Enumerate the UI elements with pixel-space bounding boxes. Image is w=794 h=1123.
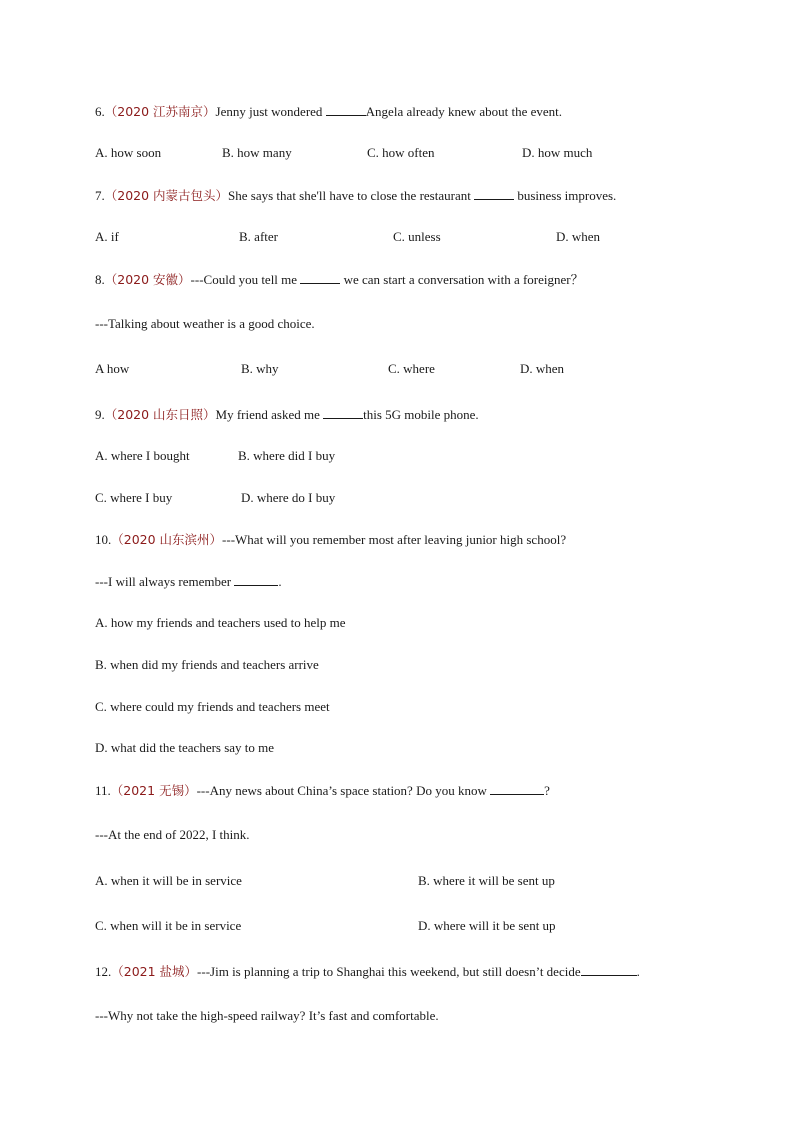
question-9-stem xyxy=(95,406,479,423)
stem-text: Angela already knew about the event. xyxy=(365,104,563,119)
answer-blank xyxy=(300,271,340,284)
question-7-stem xyxy=(95,187,616,204)
reply-text: . xyxy=(278,574,282,589)
option-d: D. how much xyxy=(522,145,593,160)
stem-text: this 5G mobile phone. xyxy=(363,407,479,422)
question-10-stem xyxy=(95,532,566,548)
question-number: 9. xyxy=(95,407,105,422)
option-b: B. where did I buy xyxy=(238,448,336,463)
question-12-stem xyxy=(95,963,640,980)
answer-blank xyxy=(474,187,514,200)
option-d: D. when xyxy=(556,229,601,244)
question-source: （2020 江苏南京） xyxy=(104,104,216,119)
option-b: B. how many xyxy=(222,145,292,160)
option-d: D. where do I buy xyxy=(241,490,336,505)
option-c: C. how often xyxy=(367,145,435,160)
option-b: B. where it will be sent up xyxy=(418,873,555,888)
answer-blank xyxy=(581,963,637,976)
stem-text: Jenny just wondered xyxy=(215,104,326,119)
question-source: （2021 无锡） xyxy=(110,783,197,798)
question-11-reply: ---At the end of 2022, I think. xyxy=(95,827,250,842)
question-source: （2020 山东日照） xyxy=(104,407,216,422)
question-source: （2020 山东滨州） xyxy=(111,532,223,547)
answer-blank xyxy=(323,406,363,419)
question-8-stem xyxy=(95,271,584,288)
question-number: 11. xyxy=(95,783,111,798)
option-c: C. where I buy xyxy=(95,490,173,505)
stem-text: ---What will you remember most after leaving junior high school? xyxy=(222,532,567,547)
option-a: A. when it will be in service xyxy=(95,873,242,888)
option-d: D. when xyxy=(520,361,565,376)
question-number: 6. xyxy=(95,104,105,119)
question-10-reply xyxy=(95,573,282,590)
question-number: 7. xyxy=(95,188,105,203)
question-source: （2021 盐城） xyxy=(111,964,198,979)
option-d: D. where will it be sent up xyxy=(418,918,556,933)
option-a: A how xyxy=(95,361,130,376)
option-a: A. where I bought xyxy=(95,448,190,463)
answer-blank xyxy=(490,782,544,795)
reply-text: ---I will always remember xyxy=(95,574,235,589)
option-b: B. after xyxy=(239,229,278,244)
question-8-reply: ---Talking about weather is a good choice. xyxy=(95,316,315,331)
question-11-stem xyxy=(95,782,550,799)
answer-blank xyxy=(234,573,278,586)
stem-text: ? xyxy=(544,783,550,798)
stem-text: My friend asked me xyxy=(215,407,324,422)
question-source: （2020 内蒙古包头） xyxy=(104,188,229,203)
option-c: C. where could my friends and teachers meet xyxy=(95,699,330,714)
option-c: C. where xyxy=(388,361,435,376)
stem-text: ---Any news about China’s space station? Do you know xyxy=(196,783,491,798)
question-number: 12. xyxy=(95,964,112,979)
question-number: 10. xyxy=(95,532,112,547)
option-a: A. how soon xyxy=(95,145,162,160)
question-12-reply: ---Why not take the high-speed railway? It’s fast and comfortable. xyxy=(95,1008,439,1023)
option-d: D. what did the teachers say to me xyxy=(95,740,275,755)
stem-text: . xyxy=(636,964,640,979)
stem-text: ---Could you tell me xyxy=(190,272,301,287)
stem-text: we can start a conversation with a foreigner？ xyxy=(340,272,584,287)
stem-text: business improves. xyxy=(514,188,617,203)
question-6-stem xyxy=(95,103,562,120)
question-source: （2020 安徽） xyxy=(104,272,191,287)
stem-text: She says that she'll have to close the restaurant xyxy=(228,188,475,203)
option-c: C. when will it be in service xyxy=(95,918,242,933)
option-a: A. if xyxy=(95,229,119,244)
option-b: B. why xyxy=(241,361,279,376)
stem-text: ---Jim is planning a trip to Shanghai this weekend, but still doesn’t decide xyxy=(197,964,581,979)
answer-blank xyxy=(326,103,366,116)
question-number: 8. xyxy=(95,272,105,287)
option-a: A. how my friends and teachers used to help me xyxy=(95,615,346,630)
option-b: B. when did my friends and teachers arrive xyxy=(95,657,319,672)
option-c: C. unless xyxy=(393,229,441,244)
